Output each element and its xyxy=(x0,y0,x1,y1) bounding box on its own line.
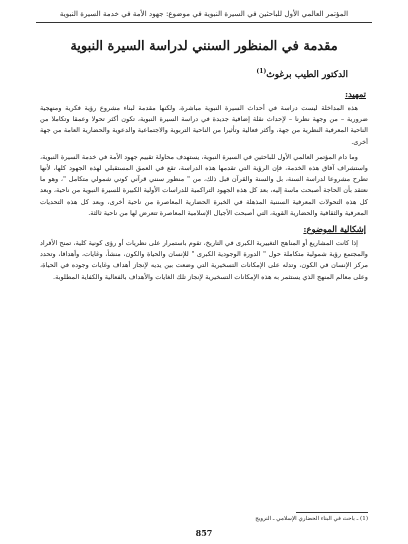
paragraph: هذه المداخلة ليست دراسة في أحداث السيرة النبوية مباشرة، ولكنها مقدمة لبناء مشروع رؤية فكرية ومنهجية ضرورية – من وجهة نظرنا – لإحداث نقلة إضافية جديدة في دراسة السيرة النبوية، تكون أكثر تحولا وعمقا وتكاملا من الناحية المعرفية النظرية من جهة، وأكثر فعالية وتأثيرا من الناحية التربوية والاجتماعية والدعوية والحضارية العامة من جهة أخرى. xyxy=(40,104,368,146)
author-line xyxy=(256,66,348,81)
paragraph: وما دام المؤتمر العالمي الأول للباحثين في السيرة النبوية، يستهدف محاولة تقييم جهود الأمة في خدمة السيرة النبوية، واستشراف آفاق هذه الخدمة، فإن الرؤية التي تقدمها هذه الدراسة، تقع في العمق المستقبلي لهذه الجهود كلها، لأنها تطرح مشروعا لدراسة السنة، بل والسنة والقرآن قبل ذلك، من " منظور سنني قرآني كوني شمولي متكامل "، وهو ما نعتقد بأن الحاجة أصبحت ماسة إليه، بعد كل هذه الجهود التراكمية للدراسات الأولية الكبيرة للسيرة النبوية من ناحية، وبعد كل هذه التحولات المعرفية السننية المذهلة في الخبرة الحضارية المعاصرة من ناحية أخرى، وبعد كل هذه التحديات المعرفية والثقافية والحضارية القوية، التي أصبحت الأجيال الإسلامية المعاصرة تتعرض لها من ناحية ثالثة. xyxy=(40,152,368,217)
section-heading-intro: تمهيد: xyxy=(344,89,366,99)
page-title: مقدمة في المنظور السنني لدراسة السيرة النبوية xyxy=(70,39,338,54)
main-content xyxy=(40,84,368,287)
running-header: المؤتمر العالمي الأول للباحثين في السيرة النبوية في موضوع: جهود الأمة في خدمة السيرة النبوية xyxy=(59,9,349,18)
footnote: (1) ـ باحث في البناء الحضاري الإسلامي ـ النرويج xyxy=(255,516,368,522)
footnote-divider xyxy=(296,512,368,513)
section-heading-problem: إشكالية الموضوع: xyxy=(303,224,366,235)
paragraph: إذا كانت المشاريع أو المناهج التغييرية الكبرى في التاريخ، تقوم باستمرار على نظريات أو رؤى كونية كلية، تمنح الأفراد والمجتمع رؤية شمولية متكاملة حول " الدورة الوجودية الكبرى " للإنسان والحياة والكون، منشأ، وغايات، وأهدافا، وتحدد مركز الإنسان في الكون، وتدله على الإمكانات التسخيرية التي وضعت بين يديه لإنجاز أهداف وغايات وجوده في الحياة، وعلى معالم المنهج الذي يستثمر به هذه الإمكانات التسخيرية لإنجاز تلك الغايات والأهداف بالفعالية والكفاية المطلوبة. xyxy=(40,239,368,281)
page-number: 857 xyxy=(195,528,213,538)
header-divider xyxy=(36,22,372,23)
author-name: الدكتور الطيب برغوث xyxy=(266,70,348,80)
author-footnote-marker: (1) xyxy=(256,68,267,75)
